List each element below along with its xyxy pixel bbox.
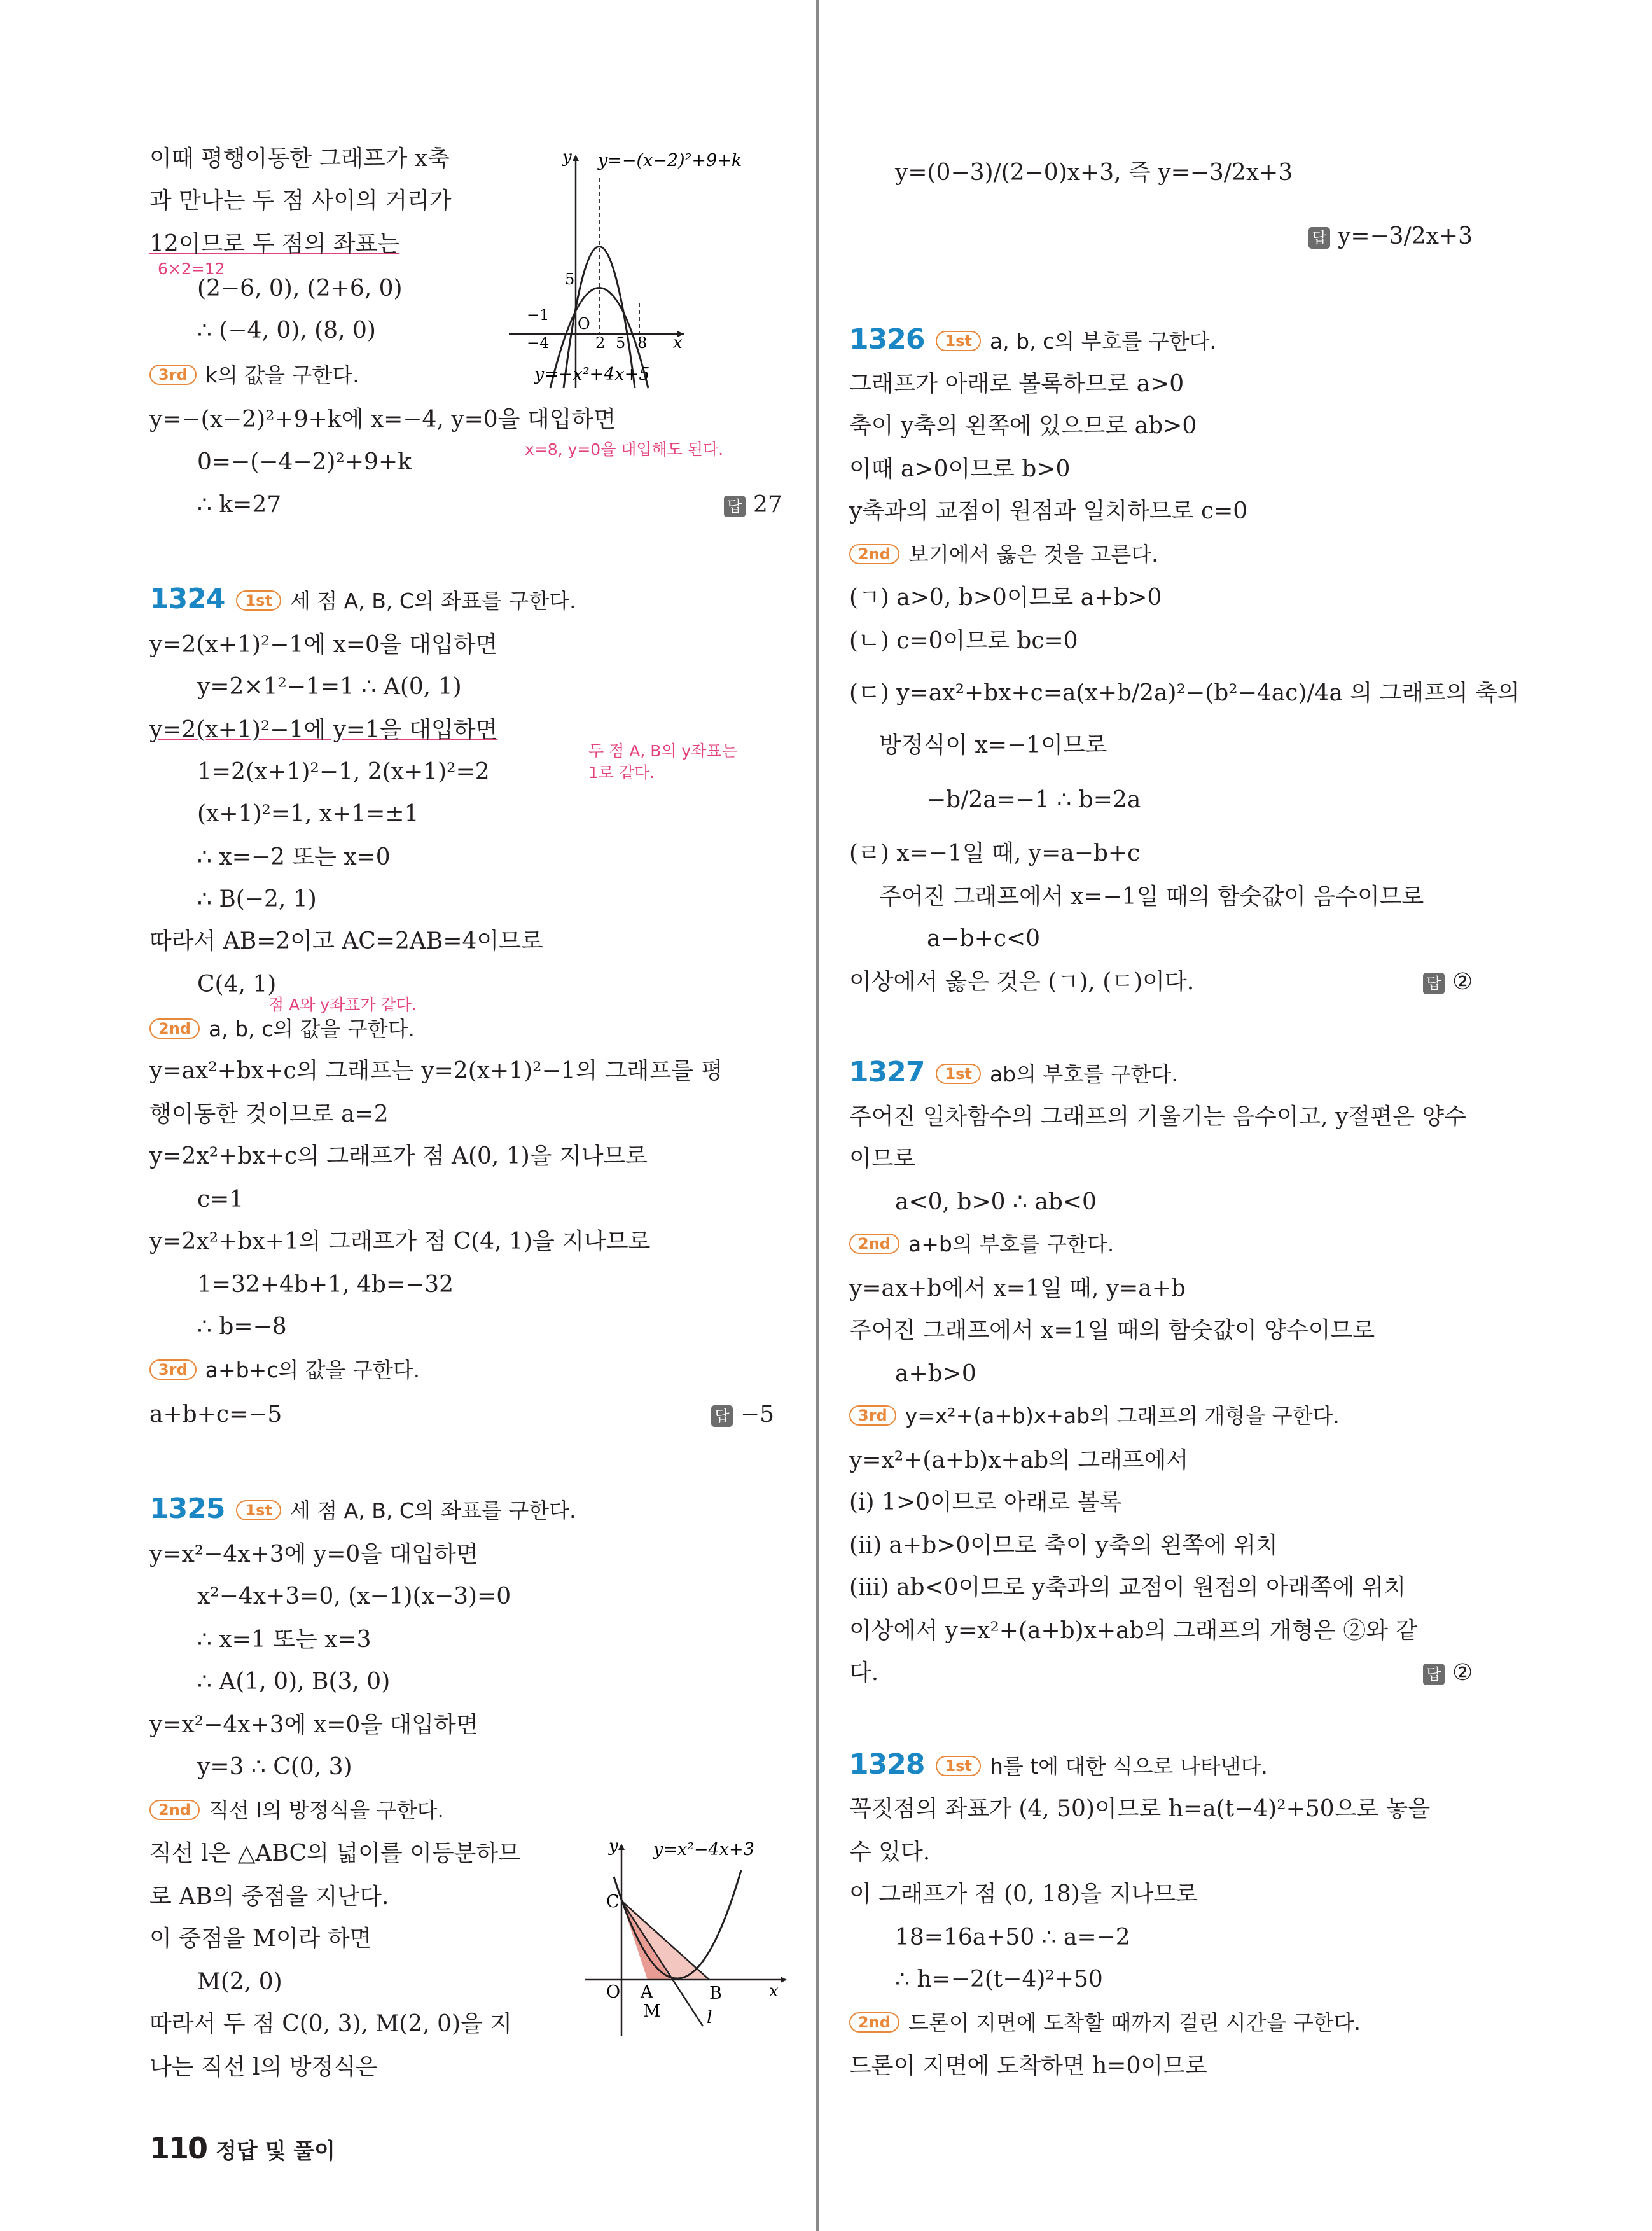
text-line: 1=32+4b+1, 4b=−32 bbox=[197, 1272, 454, 1298]
text-line: y=x²+(a+b)x+ab의 그래프에서 bbox=[849, 1447, 1189, 1473]
column-divider bbox=[816, 0, 819, 2231]
graph1-axis-y: y bbox=[562, 148, 572, 167]
text-line: 다. bbox=[849, 1660, 879, 1686]
text-line: M(2, 0) bbox=[197, 1969, 282, 1995]
problem-header-1325: 1325 1st 세 점 A, B, C의 좌표를 구한다. bbox=[149, 1492, 576, 1525]
graph1-label-5x: 5 bbox=[616, 334, 626, 352]
text-line: a−b+c<0 bbox=[927, 926, 1041, 952]
graph2-A: A bbox=[641, 1982, 653, 2002]
parabola-graph-2 bbox=[582, 1832, 792, 2045]
text-line: (ⅰ) 1>0이므로 아래로 볼록 bbox=[849, 1489, 1122, 1515]
text-line: (ㄴ) c=0이므로 bc=0 bbox=[849, 628, 1078, 654]
text-line: −b/2a=−1 ∴ b=2a bbox=[927, 787, 1141, 813]
answer-1324: 답 −5 bbox=[711, 1401, 774, 1429]
text-line: ∴ x=−2 또는 x=0 bbox=[197, 844, 391, 870]
graph1-eq-bottom: y=−x²+4x+5 bbox=[534, 365, 650, 384]
text-line: 과 만나는 두 점 사이의 거리가 bbox=[149, 188, 452, 214]
text-line: y=2x²+bx+1의 그래프가 점 C(4, 1)을 지나므로 bbox=[149, 1228, 651, 1255]
text-line: 이때 평행이동한 그래프가 x축 bbox=[149, 146, 450, 172]
step-3rd-1327: 3rd y=x²+(a+b)x+ab의 그래프의 개형을 구한다. bbox=[849, 1402, 1340, 1430]
text-line: 드론이 지면에 도착하면 h=0이므로 bbox=[849, 2053, 1207, 2079]
graph1-axis-x: x bbox=[673, 333, 683, 352]
annotation-note: x=8, y=0을 대입해도 된다. bbox=[525, 440, 724, 459]
text-line: 주어진 그래프에서 x=−1일 때의 함숫값이 음수이므로 bbox=[879, 884, 1424, 910]
text-line: 따라서 AB=2이고 AC=2AB=4이므로 bbox=[149, 928, 543, 954]
text-line: 그래프가 아래로 볼록하므로 a>0 bbox=[849, 371, 1184, 397]
text-line: ∴ k=27 bbox=[197, 492, 282, 518]
text-line: ∴ h=−2(t−4)²+50 bbox=[895, 1966, 1103, 1992]
text-line: 행이동한 것이므로 a=2 bbox=[149, 1101, 389, 1127]
graph2-M: M bbox=[643, 2001, 661, 2021]
graph1-label-2: 2 bbox=[595, 334, 606, 352]
text-line: y=2x²+bx+c의 그래프가 점 A(0, 1)을 지나므로 bbox=[149, 1143, 648, 1169]
text-line: ∴ x=1 또는 x=3 bbox=[197, 1627, 371, 1653]
problem-header-1328: 1328 1st h를 t에 대한 식으로 나타낸다. bbox=[849, 1748, 1268, 1781]
text-line: (ㄹ) x=−1일 때, y=a−b+c bbox=[849, 840, 1141, 866]
text-line: y축과의 교점이 원점과 일치하므로 c=0 bbox=[849, 498, 1248, 524]
text-line: 12이므로 두 점의 좌표는 bbox=[149, 231, 400, 257]
text-line: (x+1)²=1, x+1=±1 bbox=[197, 801, 419, 827]
answer-1325: 답 y=−3/2x+3 bbox=[1308, 223, 1473, 251]
text-line: ∴ B(−2, 1) bbox=[197, 886, 317, 912]
text-line: y=2(x+1)²−1에 y=1을 대입하면 bbox=[149, 717, 498, 743]
text-line: y=−(x−2)²+9+k에 x=−4, y=0을 대입하면 bbox=[149, 407, 616, 433]
problem-header-1326: 1326 1st a, b, c의 부호를 구한다. bbox=[849, 323, 1216, 356]
text-line: a+b>0 bbox=[895, 1361, 976, 1387]
text-line: 따라서 두 점 C(0, 3), M(2, 0)을 지 bbox=[149, 2011, 513, 2037]
graph1-label-neg1: −1 bbox=[527, 306, 550, 324]
text-line: y=ax²+bx+c의 그래프는 y=2(x+1)²−1의 그래프를 평 bbox=[149, 1058, 723, 1084]
step-3rd-1324: 3rd a+b+c의 값을 구한다. bbox=[149, 1356, 420, 1384]
graph1-origin: O bbox=[578, 315, 590, 333]
text-line: y=3 ∴ C(0, 3) bbox=[197, 1754, 352, 1780]
text-line: y=(0−3)/(2−0)x+3, 즉 y=−3/2x+3 bbox=[895, 160, 1293, 186]
annotation-note: 두 점 A, B의 y좌표는 bbox=[588, 742, 737, 760]
parabola-graph-1 bbox=[503, 143, 795, 391]
text-line: 18=16a+50 ∴ a=−2 bbox=[895, 1924, 1130, 1950]
text-line: 꼭짓점의 좌표가 (4, 50)이므로 h=a(t−4)²+50으로 놓을 bbox=[849, 1796, 1431, 1822]
answer-1323: 답 27 bbox=[724, 491, 782, 519]
text-line: y=x²−4x+3에 y=0을 대입하면 bbox=[149, 1541, 478, 1567]
text-line: c=1 bbox=[197, 1186, 244, 1213]
text-line: 0=−(−4−2)²+9+k bbox=[197, 449, 412, 475]
text-line: 축이 y축의 왼쪽에 있으므로 ab>0 bbox=[849, 413, 1197, 439]
text-line: (2−6, 0), (2+6, 0) bbox=[197, 275, 403, 302]
graph2-axis-y: y bbox=[609, 1837, 618, 1856]
graph2-O: O bbox=[606, 1982, 621, 2002]
text-line: y=2(x+1)²−1에 x=0을 대입하면 bbox=[149, 632, 498, 658]
graph1-label-neg4: −4 bbox=[527, 334, 550, 352]
step-2nd-1327: 2nd a+b의 부호를 구한다. bbox=[849, 1230, 1114, 1258]
text-line: 로 AB의 중점을 지난다. bbox=[149, 1884, 389, 1910]
text-line: 이 그래프가 점 (0, 18)을 지나므로 bbox=[849, 1881, 1198, 1907]
graph2-x: x bbox=[769, 1982, 779, 2001]
graph2-B: B bbox=[709, 1984, 722, 2003]
text-line: 이상에서 y=x²+(a+b)x+ab의 그래프의 개형은 ②와 같 bbox=[849, 1618, 1418, 1644]
graph2-C: C bbox=[606, 1892, 620, 1912]
text-line: ∴ A(1, 0), B(3, 0) bbox=[197, 1669, 391, 1695]
annotation-note: 1로 같다. bbox=[588, 763, 655, 782]
text-line: (ㄱ) a>0, b>0이므로 a+b>0 bbox=[849, 585, 1162, 611]
text-line: y=2×1²−1=1 ∴ A(0, 1) bbox=[197, 674, 462, 700]
answer-1326: 답 ② bbox=[1423, 968, 1473, 996]
answer-1327: 답 ② bbox=[1423, 1659, 1473, 1687]
text-line: 수 있다. bbox=[849, 1839, 931, 1865]
step-2nd-1328: 2nd 드론이 지면에 도착할 때까지 걸린 시간을 구한다. bbox=[849, 2009, 1361, 2037]
graph1-eq-top: y=−(x−2)²+9+k bbox=[598, 151, 742, 170]
text-line: 주어진 일차함수의 그래프의 기울기는 음수이고, y절편은 양수 bbox=[849, 1104, 1466, 1130]
text-line: a<0, b>0 ∴ ab<0 bbox=[895, 1189, 1097, 1215]
step-3rd-k: 3rd k의 값을 구한다. bbox=[149, 361, 359, 389]
text-line: y=x²−4x+3에 x=0을 대입하면 bbox=[149, 1712, 478, 1738]
text-line: y=ax+b에서 x=1일 때, y=a+b bbox=[849, 1275, 1186, 1302]
step-2nd-1325: 2nd 직선 l의 방정식을 구한다. bbox=[149, 1797, 444, 1824]
text-line: 이상에서 옳은 것은 (ㄱ), (ㄷ)이다. bbox=[849, 969, 1195, 995]
text-line: 나는 직선 l의 방정식은 bbox=[149, 2054, 378, 2080]
text-line: 1=2(x+1)²−1, 2(x+1)²=2 bbox=[197, 759, 490, 785]
text-line: 이 중점을 M이라 하면 bbox=[149, 1926, 372, 1952]
text-line: 이므로 bbox=[849, 1146, 916, 1172]
text-line: C(4, 1) bbox=[197, 971, 277, 997]
graph1-label-5: 5 bbox=[565, 270, 575, 288]
step-2nd-1324: 2nd a, b, c의 값을 구한다. bbox=[149, 1015, 415, 1043]
text-line: 방정식이 x=−1이므로 bbox=[879, 732, 1107, 758]
text-line: (ⅲ) ab<0이므로 y축과의 교점이 원점의 아래쪽에 위치 bbox=[849, 1574, 1406, 1601]
text-line: 주어진 그래프에서 x=1일 때의 함숫값이 양수이므로 bbox=[849, 1317, 1375, 1344]
text-line: ∴ b=−8 bbox=[197, 1314, 287, 1340]
text-line: 직선 l은 △ABC의 넓이를 이등분하므 bbox=[149, 1840, 520, 1866]
text-line: a+b+c=−5 bbox=[149, 1401, 282, 1428]
page-footer: 110 정답 및 풀이 bbox=[149, 2131, 335, 2165]
problem-header-1324: 1324 1st 세 점 A, B, C의 좌표를 구한다. bbox=[149, 583, 576, 615]
text-line: (ⅱ) a+b>0이므로 축이 y축의 왼쪽에 위치 bbox=[849, 1533, 1278, 1559]
text-line: 이때 a>0이므로 b>0 bbox=[849, 456, 1071, 482]
text-line: ∴ (−4, 0), (8, 0) bbox=[197, 317, 376, 344]
graph2-eq: y=x²−4x+3 bbox=[653, 1840, 754, 1859]
text-line: (ㄷ) y=ax²+bx+c=a(x+b/2a)²−(b²−4ac)/4a 의 그래프의 축의 bbox=[849, 680, 1520, 706]
step-2nd-1326: 2nd 보기에서 옳은 것을 고른다. bbox=[849, 541, 1158, 569]
graph1-label-8: 8 bbox=[637, 334, 648, 352]
annotation-note: 점 A와 y좌표가 같다. bbox=[268, 996, 417, 1014]
annotation-note: 6×2=12 bbox=[158, 260, 225, 278]
graph2-l: l bbox=[707, 2008, 712, 2027]
problem-header-1327: 1327 1st ab의 부호를 구한다. bbox=[849, 1056, 1178, 1088]
text-line: x²−4x+3=0, (x−1)(x−3)=0 bbox=[197, 1583, 511, 1609]
